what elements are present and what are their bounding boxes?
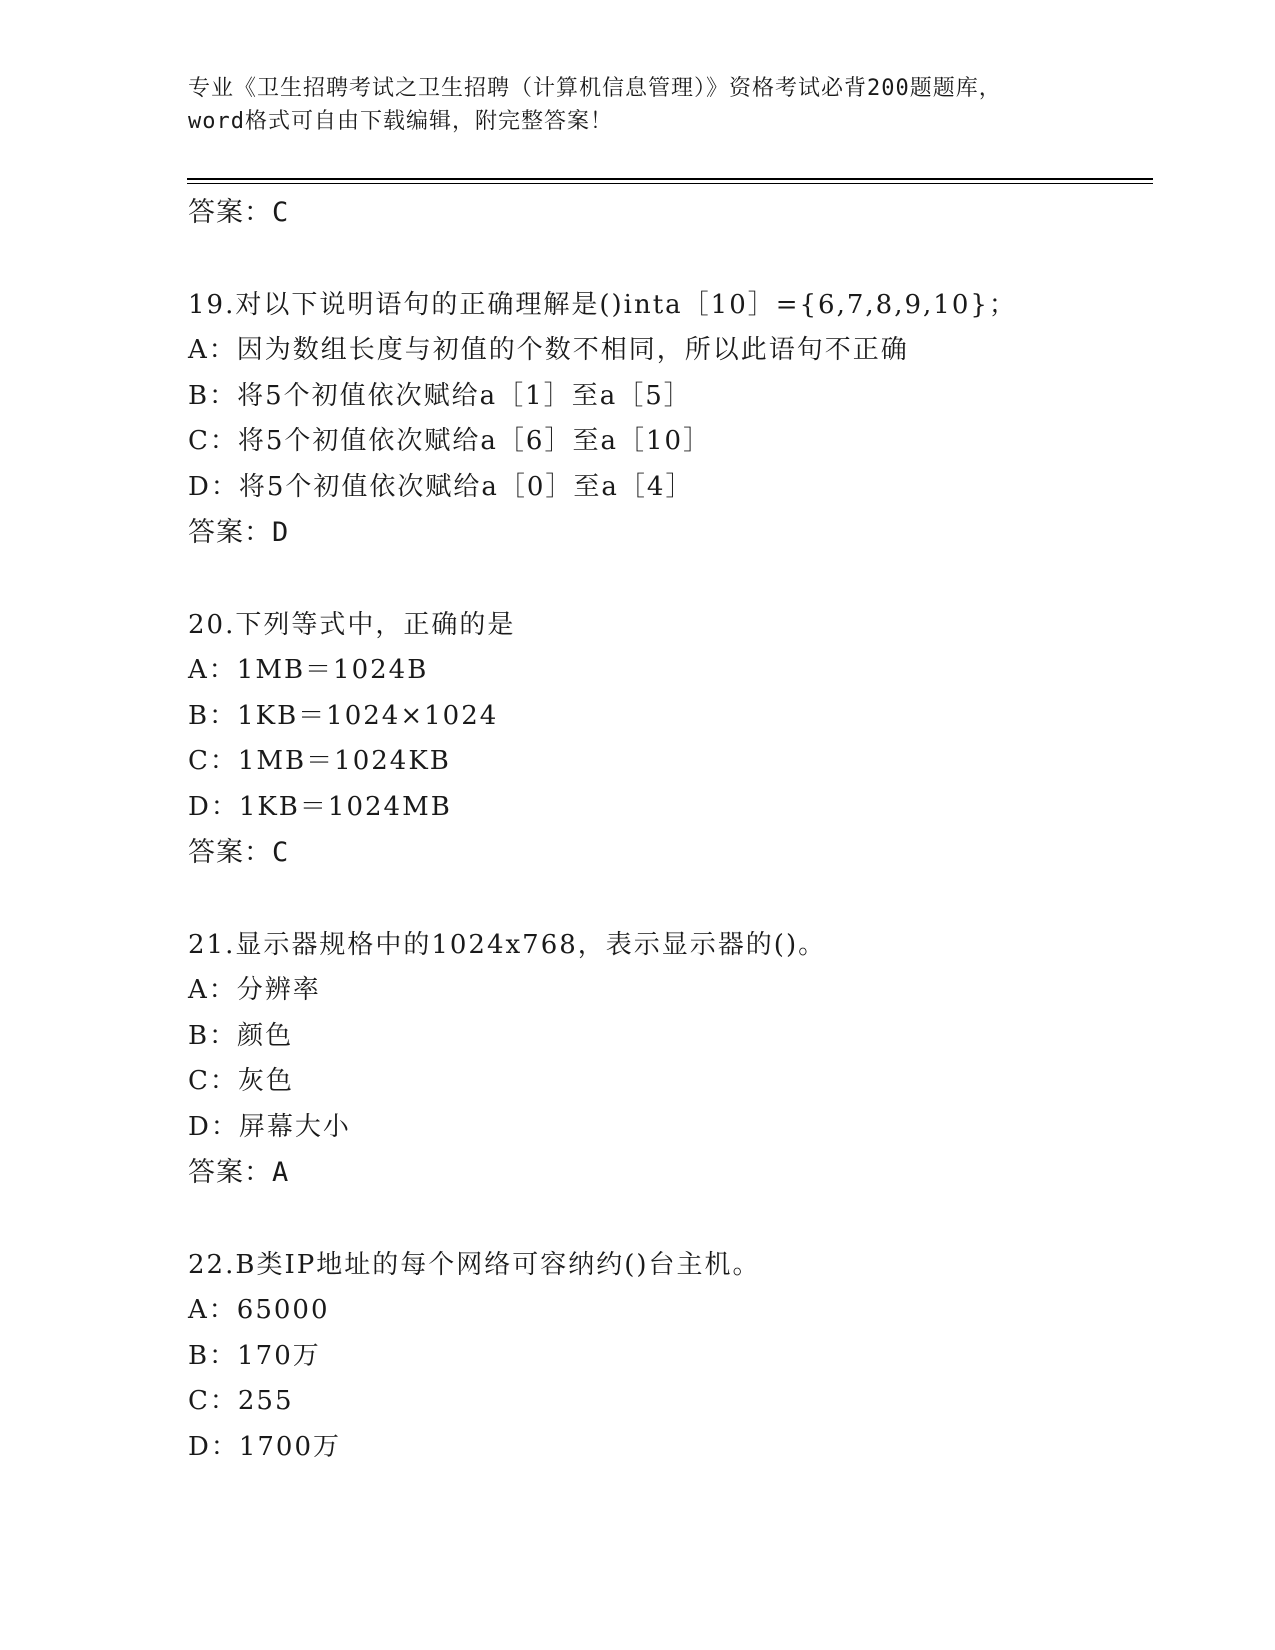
option-b: B：1KB＝1024×1024: [188, 700, 499, 731]
header-line-2: word格式可自由下载编辑，附完整答案！: [188, 109, 613, 134]
document-header: [188, 72, 1088, 138]
option-d: D：1KB＝1024MB: [188, 791, 452, 822]
option-d: D：屏幕大小: [188, 1111, 351, 1142]
option-c: C：255: [188, 1386, 294, 1416]
answer-line: 答案：D: [188, 517, 290, 548]
option-d: D：1700万: [188, 1431, 342, 1462]
option-b: B：将5个初值依次赋给a［1］至a［5］: [188, 380, 692, 411]
header-divider-thin: [187, 183, 1153, 184]
option-a: A：因为数组长度与初值的个数不相同，所以此语句不正确: [188, 335, 909, 365]
option-a: A：1MB＝1024B: [188, 655, 429, 685]
question-text: 22.B类IP地址的每个网络可容纳约()台主机。: [188, 1250, 761, 1280]
option-c: C：1MB＝1024KB: [188, 746, 451, 776]
question-text: 21.显示器规格中的1024x768，表示显示器的()。: [188, 930, 827, 960]
option-a: A：分辨率: [188, 975, 321, 1005]
question-text: 20.下列等式中，正确的是: [188, 610, 516, 640]
answer-line: 答案：C: [188, 837, 290, 868]
question-block-21: [188, 922, 1148, 1195]
option-b: B：170万: [188, 1340, 321, 1371]
option-d: D：将5个初值依次赋给a［0］至a［4］: [188, 471, 694, 502]
option-a: A：65000: [188, 1295, 330, 1325]
question-text: 19.对以下说明语句的正确理解是()inta［10］={6,7,8,9,10}；: [188, 290, 1017, 320]
option-c: C：将5个初值依次赋给a［6］至a［10］: [188, 426, 712, 456]
question-block-22: [188, 1242, 1148, 1470]
question-block-20: [188, 602, 1148, 875]
option-b: B：颜色: [188, 1020, 294, 1051]
answer-line: 答案：A: [188, 1157, 290, 1188]
question-list: [188, 190, 1148, 1470]
header-divider-thick: [187, 178, 1153, 180]
option-c: C：灰色: [188, 1066, 294, 1096]
question-block-19: [188, 282, 1148, 555]
header-line-1: 专业《卫生招聘考试之卫生招聘（计算机信息管理）》资格考试必背200题题库，: [188, 76, 1002, 101]
answer-line: 答案：C: [188, 197, 290, 228]
